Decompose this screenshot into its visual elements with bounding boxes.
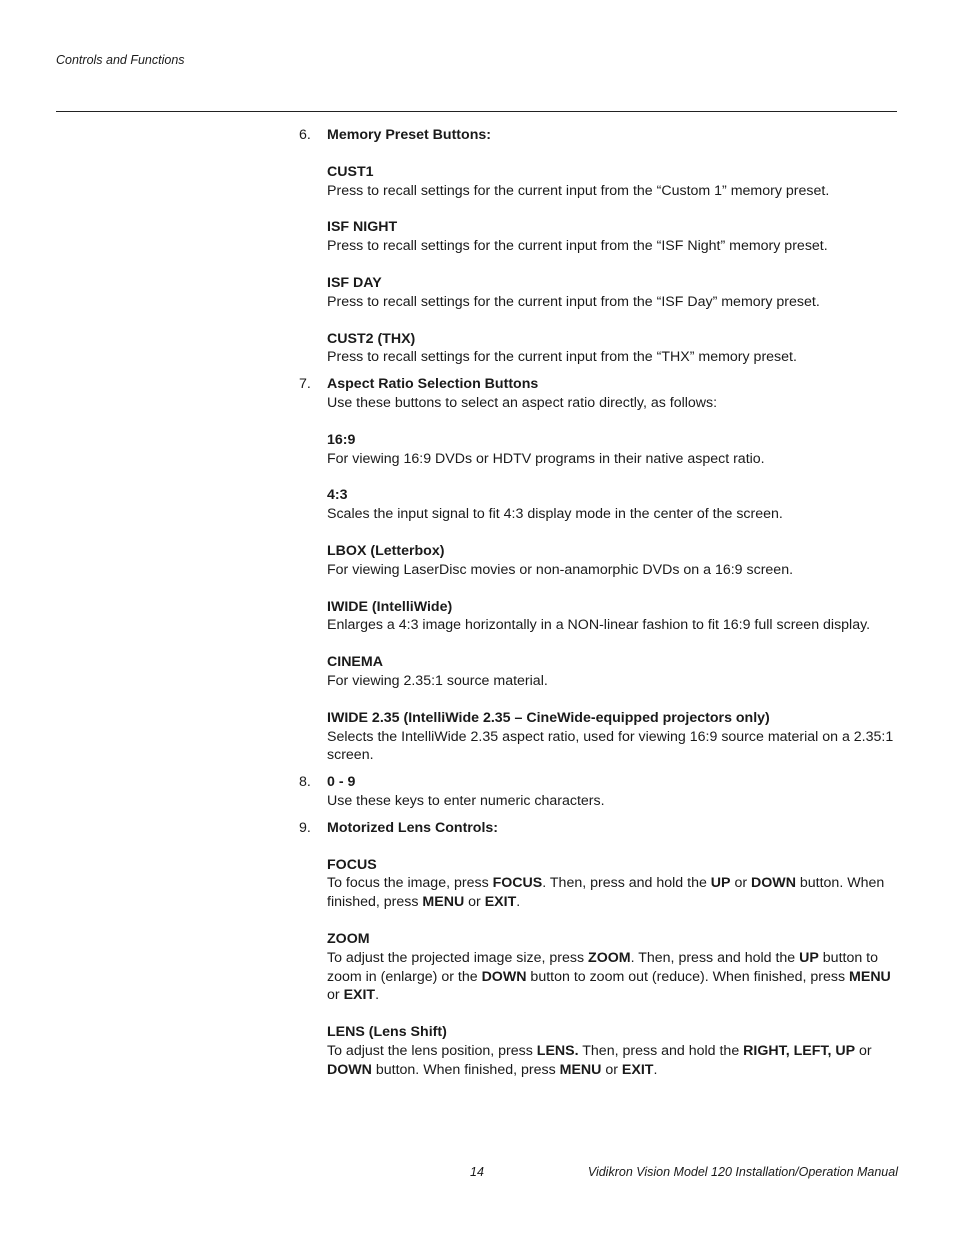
manual-title: Vidikron Vision Model 120 Installation/Operation Manual (587, 1165, 898, 1179)
sub-text: Enlarges a 4:3 image horizontally in a NON-linear fashion to fit 16:9 full screen display. (327, 617, 871, 634)
sub-text: Selects the IntelliWide 2.35 aspect ratio, used for viewing 16:9 source material on a 2.35:1 screen. (327, 728, 894, 764)
sub-text: To adjust the lens position, press LENS. Then, press and hold the RIGHT, LEFT, UP or DOWN button. When finished, press MENU or EXIT. (327, 1042, 872, 1078)
sub-title: IWIDE 2.35 (IntelliWide 2.35 – CineWide-equipped projectors only) (327, 709, 770, 726)
sub-entry-iwide-235 (327, 709, 897, 765)
sub-title: LENS (Lens Shift) (327, 1024, 447, 1041)
header-rule (56, 111, 897, 112)
item-title: 0 - 9 (327, 774, 356, 791)
sub-title: CUST2 (THX) (327, 330, 416, 347)
sub-title: 16:9 (327, 431, 356, 448)
sub-entry-cinema (327, 653, 897, 691)
sub-text: Press to recall settings for the current input from the “Custom 1” memory preset. (327, 182, 830, 199)
sub-title: ISF NIGHT (327, 219, 398, 236)
sub-entry-16-9 (327, 431, 897, 469)
list-item-memory-presets (295, 126, 897, 367)
sub-entry-isf-night (327, 218, 897, 256)
page-header-section: Controls and Functions (56, 53, 185, 67)
item-number: 8. (299, 774, 311, 791)
sub-entry-isf-day (327, 274, 897, 312)
sub-entry-cust1 (327, 163, 897, 201)
sub-text: For viewing 2.35:1 source material. (327, 672, 548, 689)
sub-entry-iwide (327, 598, 897, 636)
content-body (295, 126, 897, 1087)
item-number: 9. (299, 819, 311, 836)
item-title: Aspect Ratio Selection Buttons (327, 376, 539, 393)
sub-text: Scales the input signal to fit 4:3 display mode in the center of the screen. (327, 506, 783, 523)
sub-entry-cust2 (327, 330, 897, 368)
sub-title: CUST1 (327, 163, 374, 180)
list-item-numeric-keys (295, 773, 897, 811)
sub-title: 4:3 (327, 487, 348, 504)
item-intro: Use these keys to enter numeric characters. (327, 792, 605, 809)
sub-entry-lbox (327, 542, 897, 580)
sub-text: For viewing 16:9 DVDs or HDTV programs in their native aspect ratio. (327, 450, 765, 467)
sub-text: To focus the image, press FOCUS. Then, press and hold the UP or DOWN button. When finished, press MENU or EXIT. (327, 875, 885, 911)
list-item-aspect-ratio (295, 375, 897, 765)
sub-entry-zoom (327, 930, 897, 1005)
sub-title: LBOX (Letterbox) (327, 542, 445, 559)
sub-text: Press to recall settings for the current input from the “ISF Day” memory preset. (327, 293, 820, 310)
sub-text: Press to recall settings for the current input from the “ISF Night” memory preset. (327, 238, 828, 255)
item-number: 6. (299, 127, 311, 143)
item-title: Motorized Lens Controls: (327, 819, 499, 836)
item-intro: Use these buttons to select an aspect ratio directly, as follows: (327, 394, 718, 411)
sub-title: IWIDE (IntelliWide) (327, 598, 453, 615)
sub-title: CINEMA (327, 654, 383, 671)
sub-title: ISF DAY (327, 274, 382, 291)
sub-text: To adjust the projected image size, press ZOOM. Then, press and hold the UP button to zoom in (enlarge) or the DOWN button to zoom out (reduce). When finished, press MENU or EXIT. (327, 949, 891, 1004)
sub-title: FOCUS (327, 856, 377, 873)
list-item-lens-controls (295, 819, 897, 1080)
sub-entry-focus (327, 856, 897, 912)
sub-text: For viewing LaserDisc movies or non-anamorphic DVDs on a 16:9 screen. (327, 561, 794, 578)
page-number: 14 (470, 1165, 484, 1179)
sub-text: Press to recall settings for the current input from the “THX” memory preset. (327, 349, 797, 366)
sub-entry-4-3 (327, 486, 897, 524)
sub-entry-lens (327, 1023, 897, 1079)
sub-title: ZOOM (327, 930, 370, 947)
item-title: Memory Preset Buttons: (327, 127, 491, 143)
item-number: 7. (299, 376, 311, 393)
